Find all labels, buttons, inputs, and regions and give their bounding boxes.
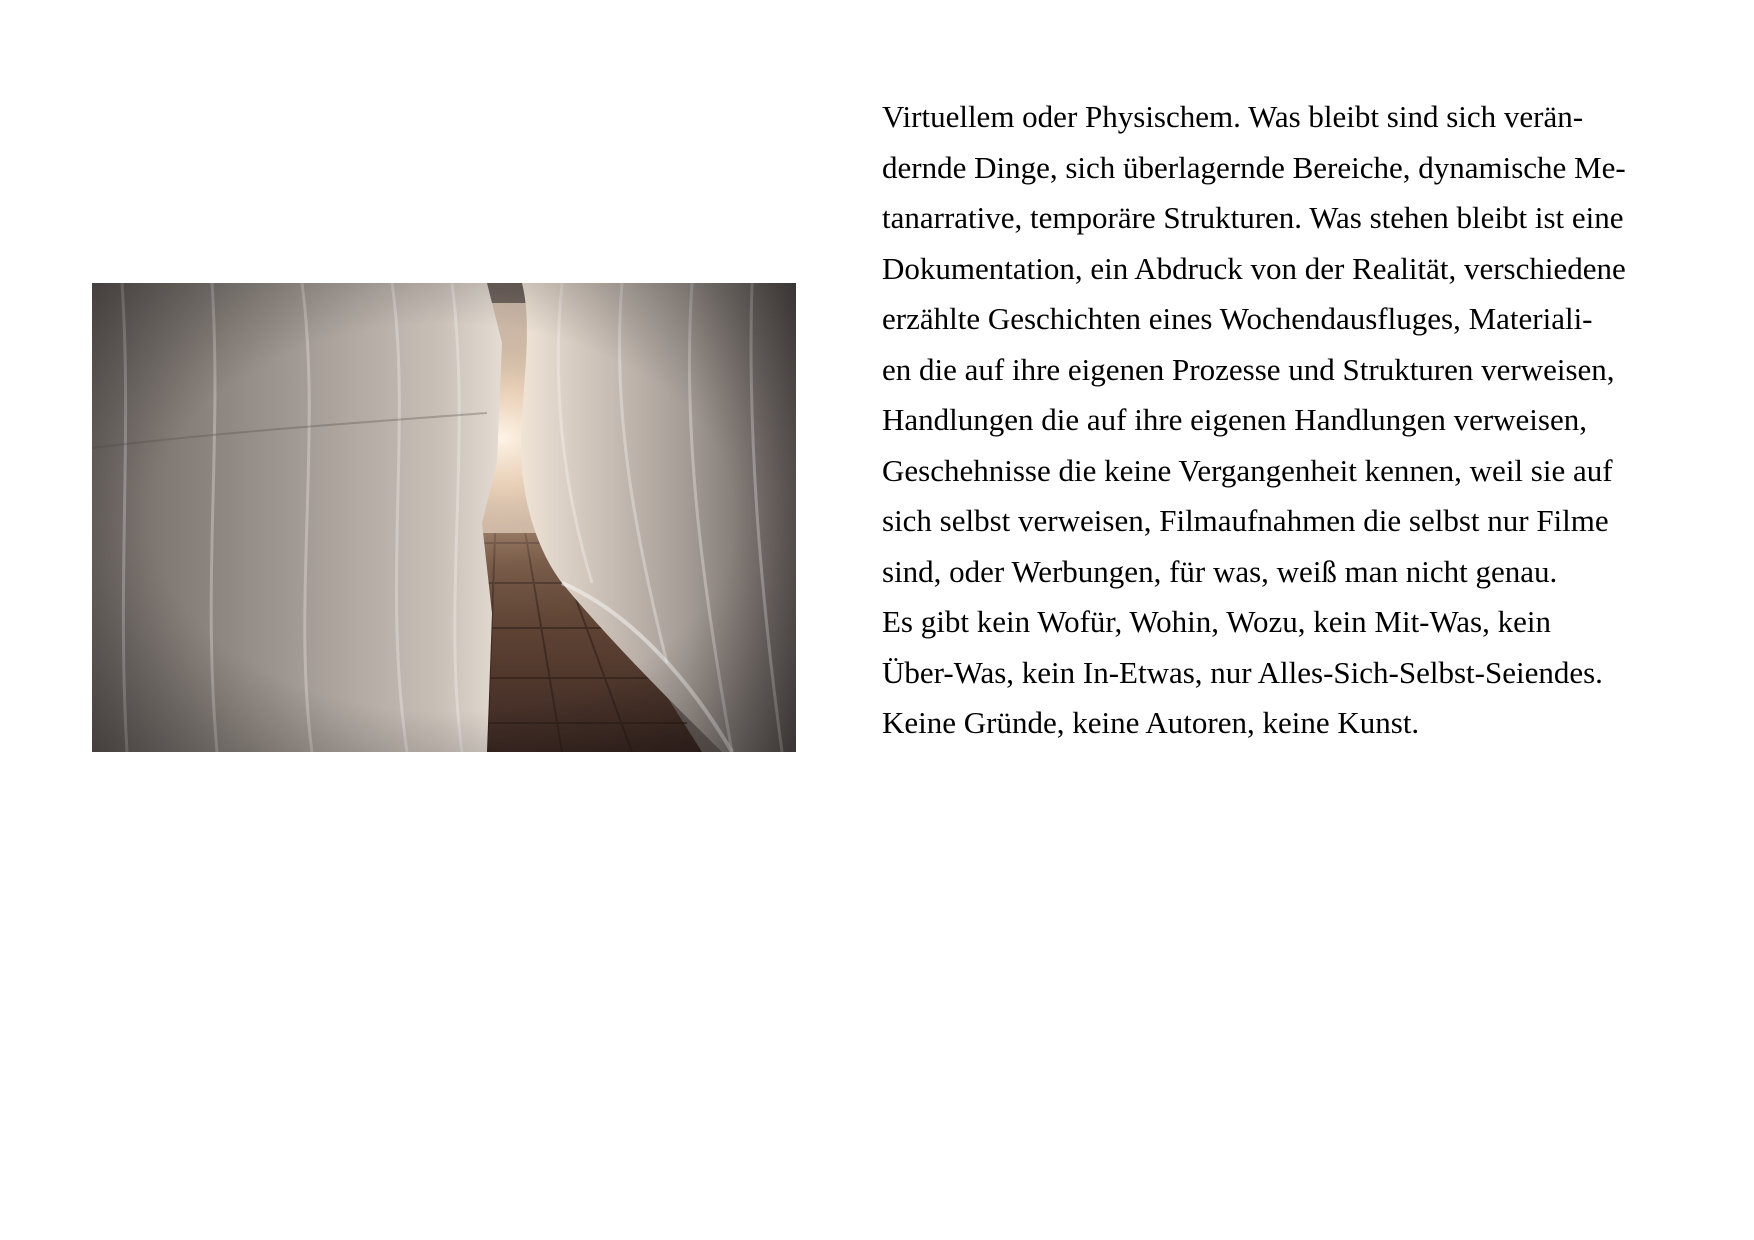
text-line: Geschehnisse die keine Vergangenheit kennen, weil sie auf	[882, 452, 1613, 488]
text-line: sind, oder Werbungen, für was, weiß man nicht genau.	[882, 553, 1558, 589]
text-line: sich selbst verweisen, Filmaufnahmen die selbst nur Filme	[882, 503, 1609, 538]
text-line: Es gibt kein Wofür, Wohin, Wozu, kein Mit-Was, kein	[882, 604, 1551, 639]
body-text	[882, 92, 1712, 749]
text-line: Keine Gründe, keine Autoren, keine Kunst.	[882, 705, 1420, 740]
text-line: Dokumentation, ein Abdruck von der Realität, verschiedene	[882, 250, 1626, 286]
text-line: Handlungen die auf ihre eigenen Handlungen verweisen,	[882, 402, 1587, 437]
text-line: dernde Dinge, sich überlagernde Bereiche, dynamische Me-	[882, 149, 1626, 185]
text-line: Über-Was, kein In-Etwas, nur Alles-Sich-Selbst-Seiendes.	[882, 654, 1603, 690]
installation-photo	[92, 283, 796, 752]
text-line: tanarrative, temporäre Strukturen. Was stehen bleibt ist eine	[882, 200, 1624, 235]
text-line: erzählte Geschichten eines Wochendausfluges, Materiali-	[882, 301, 1593, 336]
text-line: en die auf ihre eigenen Prozesse und Strukturen verweisen,	[882, 351, 1615, 387]
text-line: Virtuellem oder Physischem. Was bleibt sind sich verän-	[882, 99, 1584, 134]
